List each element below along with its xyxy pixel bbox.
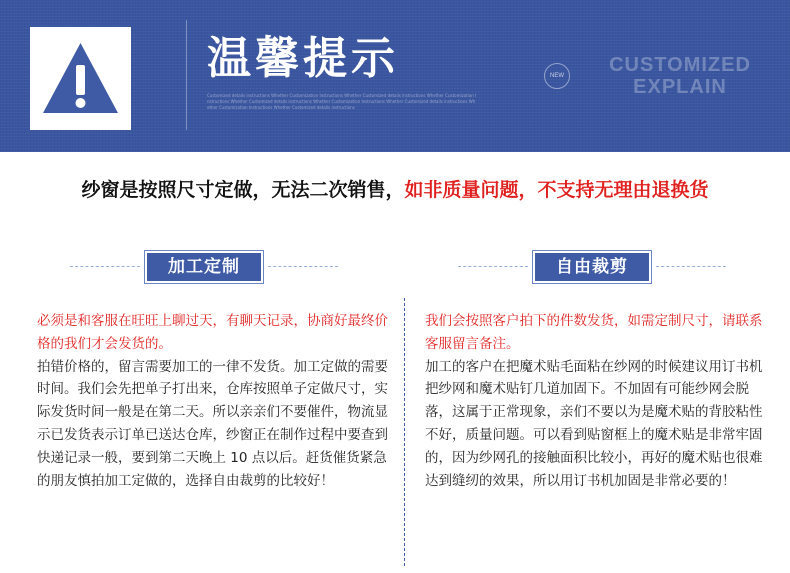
right-body-text: 加工的客户在把魔术贴毛面粘在纱网的时候建议用订书机把纱网和魔术贴钉几道加固下。不加固有可能纱网会脱落，这属于正常现象，亲们不要以为是魔术贴的背胶粘性不好，质量问题。可以看到贴窗框上的魔术贴是非常牢固的，因为纱网孔的接触面积比较小，再好的魔术贴也很难达到缝纫的效果，所以用订书机加固是非常必要的！ [425,358,763,489]
english-line-1: CUSTOMIZED [609,54,751,76]
section-title-custom-label: 加工定制 [147,253,261,281]
column-divider [404,298,405,566]
warning-icon-box [30,27,131,130]
header-divider [186,20,187,130]
right-red-text: 我们会按照客户拍下的件数发货，如需定制尺寸，请联系客服留言备注。 [425,313,763,352]
warning-icon [30,27,131,130]
page-title: 温馨提示 [207,33,399,84]
decorative-dash [458,266,528,267]
english-watermark [600,54,760,98]
notice-red-text: 如非质量问题，不支持无理由退换货 [404,179,709,201]
decorative-dash [70,266,140,267]
decorative-fine-print: Customized details instructions Whether Customization Instructions Whether Customized details instructions Whether Customization Instructions Whether Customized details instructions Whether Customization Instructions Whether Customized details instructions Whether Customization Instructions Whether Customized details instructions [207,93,477,110]
section-title-free-cut [532,250,652,284]
right-column [425,310,773,492]
section-title-free-cut-label: 自由裁剪 [535,253,649,281]
decorative-dash [656,266,726,267]
notice-black-text: 纱窗是按照尺寸定做，无法二次销售， [81,179,405,201]
english-line-2: EXPLAIN [633,76,727,98]
decorative-dash [268,266,338,267]
left-body-text: 拍错价格的，留言需要加工的一律不发货。加工定做的需要时间。我们会先把单子打出来，仓库按照单子定做尺寸，实际发货时间一般是在第二天。所以亲亲们不要催件，物流显示已发货表示订单已送达仓库，纱窗正在制作过程中要查到快递记录一般，要到第二天晚上 10 点以后。赶货催货紧急的朋友慎拍加工定做的，选择自由裁剪的比较好！ [37,358,388,489]
header-banner [0,0,790,152]
notice-line [0,175,790,205]
left-red-text: 必须是和客服在旺旺上聊过天，有聊天记录，协商好最终价格的我们才会发货的。 [37,313,388,352]
section-title-custom [144,250,264,284]
left-column [37,310,395,492]
new-badge: NEW [544,63,570,89]
